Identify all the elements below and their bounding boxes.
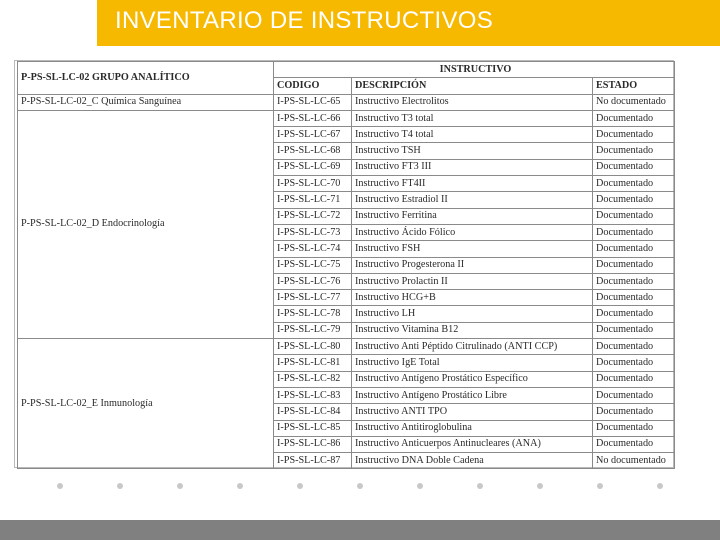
- codigo-cell: I-PS-SL-LC-67: [274, 127, 352, 143]
- group-name: P-PS-SL-LC-02_D Endocrinología: [18, 110, 274, 338]
- decorative-dot: [597, 483, 603, 489]
- estado-cell: Documentado: [593, 110, 675, 126]
- descripcion-cell: Instructivo IgE Total: [352, 355, 593, 371]
- descripcion-cell: Instructivo Anticuerpos Antinucleares (ANA): [352, 436, 593, 452]
- estado-cell: Documentado: [593, 420, 675, 436]
- codigo-cell: I-PS-SL-LC-65: [274, 94, 352, 110]
- decorative-dot: [417, 483, 423, 489]
- table-body: [18, 62, 675, 469]
- estado-cell: Documentado: [593, 290, 675, 306]
- estado-cell: Documentado: [593, 371, 675, 387]
- descripcion-cell: Instructivo Antígeno Prostático Específico: [352, 371, 593, 387]
- estado-cell: Documentado: [593, 339, 675, 355]
- descripcion-cell: Instructivo DNA Doble Cadena: [352, 453, 593, 469]
- codigo-cell: I-PS-SL-LC-73: [274, 224, 352, 240]
- estado-cell: Documentado: [593, 404, 675, 420]
- descripcion-cell: Instructivo Antígeno Prostático Libre: [352, 387, 593, 403]
- descripcion-cell: Instructivo Antitiroglobulina: [352, 420, 593, 436]
- table-row: [18, 339, 675, 355]
- estado-cell: Documentado: [593, 241, 675, 257]
- descripcion-cell: Instructivo TSH: [352, 143, 593, 159]
- descripcion-cell: Instructivo Anti Péptido Citrulinado (ANTI CCP): [352, 339, 593, 355]
- codigo-cell: I-PS-SL-LC-82: [274, 371, 352, 387]
- codigo-cell: I-PS-SL-LC-78: [274, 306, 352, 322]
- decorative-dot: [177, 483, 183, 489]
- title-bar: [97, 0, 720, 46]
- descripcion-cell: Instructivo HCG+B: [352, 290, 593, 306]
- decorative-dot: [297, 483, 303, 489]
- estado-cell: Documentado: [593, 192, 675, 208]
- descripcion-cell: Instructivo Ferritina: [352, 208, 593, 224]
- codigo-cell: I-PS-SL-LC-81: [274, 355, 352, 371]
- codigo-cell: I-PS-SL-LC-83: [274, 387, 352, 403]
- codigo-cell: I-PS-SL-LC-68: [274, 143, 352, 159]
- codigo-cell: I-PS-SL-LC-76: [274, 273, 352, 289]
- descripcion-cell: Instructivo Estradiol II: [352, 192, 593, 208]
- estado-cell: Documentado: [593, 159, 675, 175]
- descripcion-cell: Instructivo FT4II: [352, 176, 593, 192]
- table-row: [18, 110, 675, 126]
- page-title: INVENTARIO DE INSTRUCTIVOS: [115, 7, 494, 34]
- codigo-cell: I-PS-SL-LC-66: [274, 110, 352, 126]
- descripcion-cell: Instructivo LH: [352, 306, 593, 322]
- estado-cell: No documentado: [593, 453, 675, 469]
- estado-cell: Documentado: [593, 322, 675, 338]
- group-name: P-PS-SL-LC-02_C Química Sanguínea: [18, 94, 274, 110]
- decorative-dot: [657, 483, 663, 489]
- instructivo-header: INSTRUCTIVO: [274, 62, 675, 78]
- codigo-cell: I-PS-SL-LC-69: [274, 159, 352, 175]
- estado-cell: Documentado: [593, 355, 675, 371]
- descripcion-cell: Instructivo Progesterona II: [352, 257, 593, 273]
- descripcion-cell: Instructivo T3 total: [352, 110, 593, 126]
- descripcion-cell: Instructivo FSH: [352, 241, 593, 257]
- descripcion-cell: Instructivo T4 total: [352, 127, 593, 143]
- descripcion-cell: Instructivo Vitamina B12: [352, 322, 593, 338]
- column-header-codigo: CODIGO: [274, 78, 352, 94]
- estado-cell: Documentado: [593, 306, 675, 322]
- codigo-cell: I-PS-SL-LC-87: [274, 453, 352, 469]
- column-header-descripcion: DESCRIPCIÓN: [352, 78, 593, 94]
- codigo-cell: I-PS-SL-LC-74: [274, 241, 352, 257]
- codigo-cell: I-PS-SL-LC-85: [274, 420, 352, 436]
- estado-cell: Documentado: [593, 176, 675, 192]
- descripcion-cell: Instructivo Ácido Fólico: [352, 224, 593, 240]
- column-header-estado: ESTADO: [593, 78, 675, 94]
- table-row: [18, 94, 675, 110]
- descripcion-cell: Instructivo FT3 III: [352, 159, 593, 175]
- estado-cell: Documentado: [593, 387, 675, 403]
- decorative-dot: [357, 483, 363, 489]
- decorative-dot: [57, 483, 63, 489]
- decorative-dot: [117, 483, 123, 489]
- table-header-row-1: [18, 62, 675, 78]
- estado-cell: No documentado: [593, 94, 675, 110]
- codigo-cell: I-PS-SL-LC-70: [274, 176, 352, 192]
- codigo-cell: I-PS-SL-LC-71: [274, 192, 352, 208]
- group-column-header: P-PS-SL-LC-02 GRUPO ANALÍTICO: [18, 62, 274, 95]
- group-name: P-PS-SL-LC-02_E Inmunología: [18, 339, 274, 469]
- codigo-cell: I-PS-SL-LC-79: [274, 322, 352, 338]
- descripcion-cell: Instructivo ANTI TPO: [352, 404, 593, 420]
- estado-cell: Documentado: [593, 257, 675, 273]
- estado-cell: Documentado: [593, 224, 675, 240]
- codigo-cell: I-PS-SL-LC-80: [274, 339, 352, 355]
- descripcion-cell: Instructivo Electrolitos: [352, 94, 593, 110]
- pagination-dots: [0, 483, 720, 495]
- codigo-cell: I-PS-SL-LC-72: [274, 208, 352, 224]
- estado-cell: Documentado: [593, 127, 675, 143]
- codigo-cell: I-PS-SL-LC-86: [274, 436, 352, 452]
- estado-cell: Documentado: [593, 273, 675, 289]
- estado-cell: Documentado: [593, 436, 675, 452]
- estado-cell: Documentado: [593, 208, 675, 224]
- decorative-dot: [237, 483, 243, 489]
- instructivos-table: [17, 61, 675, 469]
- footer-bar: [0, 520, 720, 540]
- descripcion-cell: Instructivo Prolactin II: [352, 273, 593, 289]
- codigo-cell: I-PS-SL-LC-84: [274, 404, 352, 420]
- codigo-cell: I-PS-SL-LC-77: [274, 290, 352, 306]
- codigo-cell: I-PS-SL-LC-75: [274, 257, 352, 273]
- estado-cell: Documentado: [593, 143, 675, 159]
- decorative-dot: [477, 483, 483, 489]
- decorative-dot: [537, 483, 543, 489]
